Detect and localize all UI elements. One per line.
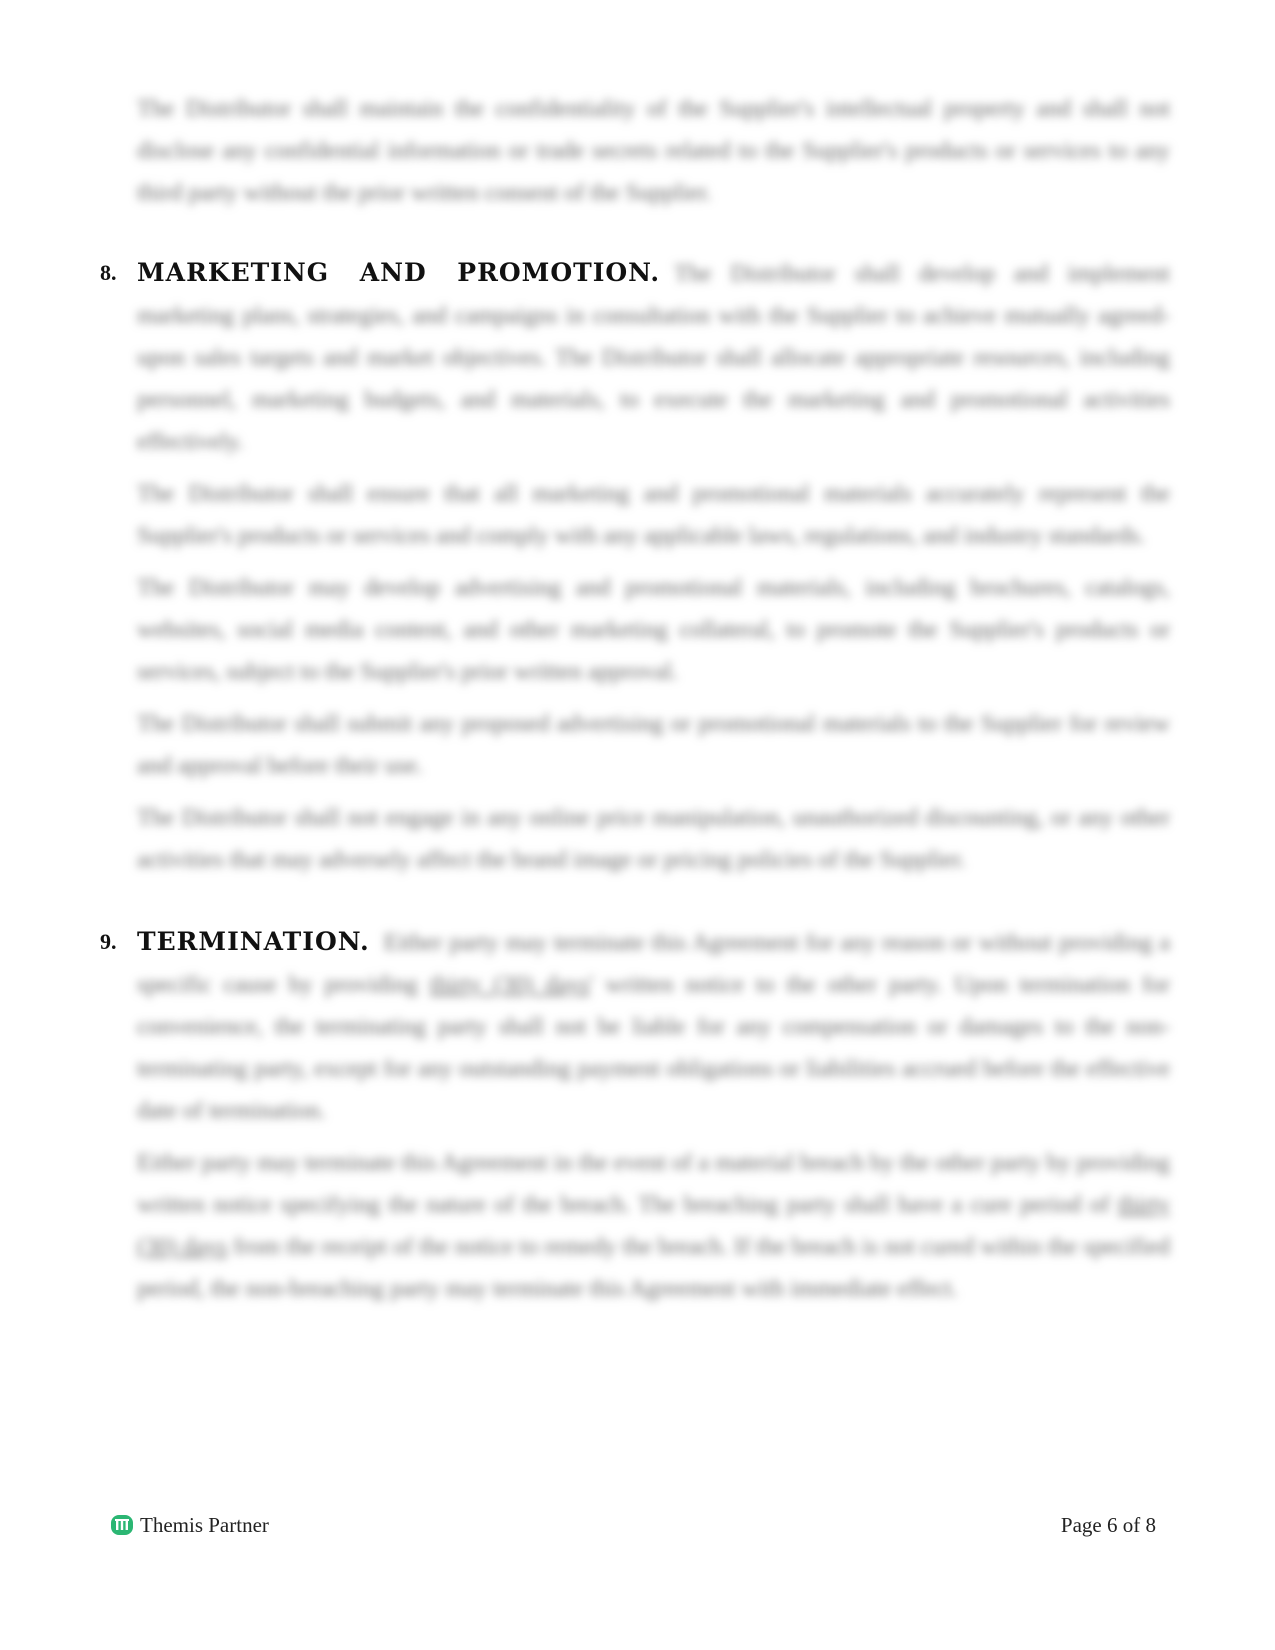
section-lead-paragraph bbox=[137, 921, 1170, 1132]
section-paragraph bbox=[137, 1142, 1170, 1310]
brand-name: Themis Partner bbox=[140, 1513, 269, 1537]
section-marketing bbox=[100, 252, 1170, 881]
notice-period: thirty (30) days bbox=[429, 972, 590, 998]
intro-paragraph: The Distributor shall maintain the confidentiality of the Supplier's intellectual property and shall not disclose any confidential information or trade secrets related to the Supplier's products or services to any third party without the prior written consent of the Supplier. bbox=[137, 96, 1170, 206]
lead-text-part2: ' written notice to the other party. Upon termination for convenience, the terminating party shall not be liable for any compensation or damages to the non-terminating party, except for any outstanding payment obligations or liabilities accrued before the effective date of termination. bbox=[137, 972, 1171, 1124]
para-part2: from the receipt of the notice to remedy the breach. If the breach is not cured within the specified period, the non-breaching party may terminate this Agreement with immediate effect. bbox=[137, 1234, 1171, 1302]
page-number: Page 6 of 8 bbox=[1060, 1513, 1156, 1537]
cure-period: thirty (30) days bbox=[137, 1192, 1171, 1260]
section-paragraph: The Distributor shall ensure that all marketing and promotional materials accurately represent the Supplier's products or services and comply with any applicable laws, regulations, and industry standards. bbox=[137, 481, 1170, 549]
themis-logo-icon bbox=[110, 1513, 134, 1537]
section-heading: TERMINATION. bbox=[137, 927, 370, 956]
section-number: 9. bbox=[100, 929, 117, 954]
section-number: 8. bbox=[100, 260, 117, 285]
section-lead-text: The Distributor shall develop and implement marketing plans, strategies, and campaigns in consultation with the Supplier to achieve mutually agreed-upon sales targets and market objectives. The Distributor shall allocate appropriate resources, including personnel, marketing budgets, and materials, to execute the marketing and promotional activities effectively. bbox=[137, 261, 1170, 455]
section-termination bbox=[100, 921, 1171, 1310]
section-lead-paragraph bbox=[137, 252, 1170, 463]
section-lead-text bbox=[137, 930, 1170, 1124]
document-body bbox=[100, 88, 1171, 1320]
section-paragraph: The Distributor may develop advertising and promotional materials, including brochures, catalogs, websites, social media content, and other marketing collateral, to promote the Supplier's products or services, subject to the Supplier's prior written approval. bbox=[137, 575, 1170, 685]
para-part1: Either party may terminate this Agreement in the event of a material breach by the other party by providing written notice specifying the nature of the breach. The breaching party shall have a cure period of bbox=[137, 1150, 1170, 1218]
section-paragraph: The Distributor shall submit any proposed advertising or promotional materials to the Supplier for review and approval before their use. bbox=[137, 711, 1170, 779]
lead-text-part1: Either party may terminate this Agreement for any reason or without providing a specific cause by providing bbox=[137, 930, 1170, 998]
section-heading: MARKETING AND PROMOTION. bbox=[137, 258, 661, 287]
section-paragraph: The Distributor shall not engage in any online price manipulation, unauthorized discounting, or any other activities that may adversely affect the brand image or pricing policies of the Supplier. bbox=[137, 805, 1170, 873]
footer-brand bbox=[110, 1512, 269, 1538]
page-footer bbox=[110, 1512, 1156, 1542]
